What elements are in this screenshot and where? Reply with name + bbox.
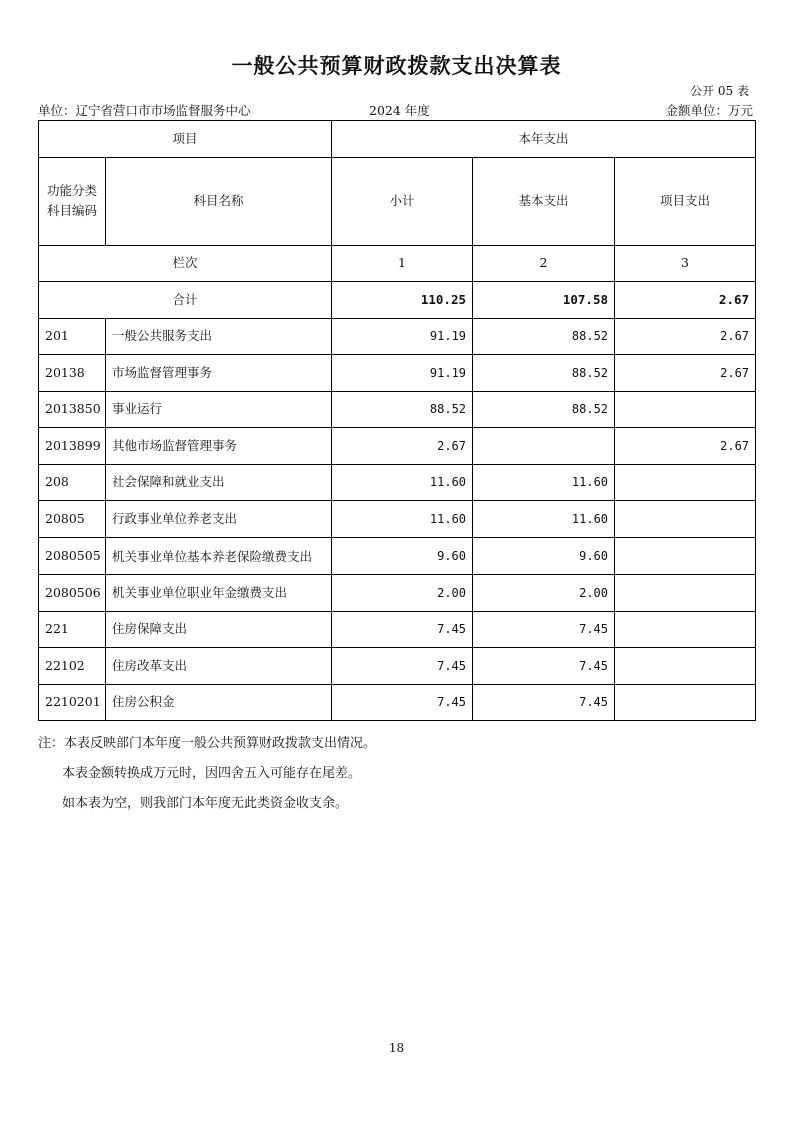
row-code: 2080505 bbox=[39, 537, 106, 575]
row-code: 2210201 bbox=[39, 684, 106, 721]
row-name: 住房改革支出 bbox=[106, 648, 332, 685]
row-basic: 9.60 bbox=[473, 537, 615, 575]
header-row-1 bbox=[39, 121, 756, 158]
row-name: 社会保障和就业支出 bbox=[106, 464, 332, 501]
row-subtotal: 2.00 bbox=[332, 575, 473, 612]
row-project bbox=[615, 575, 756, 612]
row-subtotal: 11.60 bbox=[332, 464, 473, 501]
row-name: 其他市场监督管理事务 bbox=[106, 428, 332, 465]
table-row bbox=[39, 611, 756, 648]
table-row bbox=[39, 391, 756, 428]
row-basic bbox=[473, 428, 615, 465]
row-basic: 7.45 bbox=[473, 684, 615, 721]
row-name: 事业运行 bbox=[106, 391, 332, 428]
row-project bbox=[615, 501, 756, 538]
table-row bbox=[39, 684, 756, 721]
row-code: 208 bbox=[39, 464, 106, 501]
row-code: 20138 bbox=[39, 355, 106, 392]
row-basic: 11.60 bbox=[473, 464, 615, 501]
column-index-2: 2 bbox=[473, 245, 615, 282]
page-number: 18 bbox=[388, 1041, 405, 1055]
table-row bbox=[39, 501, 756, 538]
row-subtotal: 2.67 bbox=[332, 428, 473, 465]
row-code: 22102 bbox=[39, 648, 106, 685]
row-code: 201 bbox=[39, 318, 106, 355]
row-basic: 88.52 bbox=[473, 355, 615, 392]
meta-line bbox=[38, 101, 755, 117]
row-basic: 88.52 bbox=[473, 391, 615, 428]
row-code: 2013850 bbox=[39, 391, 106, 428]
money-unit-label: 金额单位：万元 bbox=[665, 103, 753, 118]
column-index-row bbox=[39, 245, 756, 282]
header-item: 项目 bbox=[39, 121, 332, 158]
row-basic: 2.00 bbox=[473, 575, 615, 612]
year-label: 2024 年度 bbox=[369, 103, 430, 118]
header-current-year: 本年支出 bbox=[332, 121, 756, 158]
row-project bbox=[615, 648, 756, 685]
total-row bbox=[39, 282, 756, 319]
row-code: 20805 bbox=[39, 501, 106, 538]
column-index-1: 1 bbox=[332, 245, 473, 282]
row-basic: 11.60 bbox=[473, 501, 615, 538]
row-code: 2080506 bbox=[39, 575, 106, 612]
row-name: 住房保障支出 bbox=[106, 611, 332, 648]
total-basic: 107.58 bbox=[473, 282, 615, 319]
row-subtotal: 11.60 bbox=[332, 501, 473, 538]
unit-label: 单位：辽宁省营口市市场监督服务中心 bbox=[38, 103, 251, 118]
row-project bbox=[615, 537, 756, 575]
row-basic: 7.45 bbox=[473, 648, 615, 685]
row-name: 行政事业单位养老支出 bbox=[106, 501, 332, 538]
row-basic: 7.45 bbox=[473, 611, 615, 648]
total-subtotal: 110.25 bbox=[332, 282, 473, 319]
header-code: 功能分类 科目编码 bbox=[39, 157, 106, 245]
row-project bbox=[615, 611, 756, 648]
table-row bbox=[39, 318, 756, 355]
row-subtotal: 91.19 bbox=[332, 318, 473, 355]
header-subtotal: 小计 bbox=[332, 157, 473, 245]
table-row bbox=[39, 464, 756, 501]
row-subtotal: 9.60 bbox=[332, 537, 473, 575]
notes bbox=[38, 729, 755, 819]
row-project bbox=[615, 684, 756, 721]
row-name: 住房公积金 bbox=[106, 684, 332, 721]
row-code: 221 bbox=[39, 611, 106, 648]
row-code: 2013899 bbox=[39, 428, 106, 465]
header-row-2 bbox=[39, 157, 756, 245]
table-row bbox=[39, 428, 756, 465]
note-2: 本表金额转换成万元时，因四舍五入可能存在尾差。 bbox=[62, 766, 362, 781]
row-name: 市场监督管理事务 bbox=[106, 355, 332, 392]
expenditure-table bbox=[38, 120, 756, 721]
row-project: 2.67 bbox=[615, 318, 756, 355]
row-project: 2.67 bbox=[615, 355, 756, 392]
table-row bbox=[39, 355, 756, 392]
table-row bbox=[39, 648, 756, 685]
page-title: 一般公共预算财政拨款支出决算表 bbox=[231, 54, 562, 78]
row-project bbox=[615, 464, 756, 501]
table-row bbox=[39, 537, 756, 575]
row-subtotal: 91.19 bbox=[332, 355, 473, 392]
total-label: 合计 bbox=[39, 282, 332, 319]
note-3: 如本表为空，则我部门本年度无此类资金收支余。 bbox=[62, 796, 349, 811]
row-subtotal: 88.52 bbox=[332, 391, 473, 428]
row-subtotal: 7.45 bbox=[332, 684, 473, 721]
row-basic: 88.52 bbox=[473, 318, 615, 355]
row-subtotal: 7.45 bbox=[332, 648, 473, 685]
row-project: 2.67 bbox=[615, 428, 756, 465]
table-row bbox=[39, 575, 756, 612]
row-subtotal: 7.45 bbox=[332, 611, 473, 648]
row-name: 一般公共服务支出 bbox=[106, 318, 332, 355]
header-project: 项目支出 bbox=[615, 157, 756, 245]
column-index-label: 栏次 bbox=[39, 245, 332, 282]
note-1: 注：本表反映部门本年度一般公共预算财政拨款支出情况。 bbox=[38, 736, 377, 751]
total-project: 2.67 bbox=[615, 282, 756, 319]
column-index-3: 3 bbox=[615, 245, 756, 282]
row-name: 机关事业单位基本养老保险缴费支出 bbox=[106, 537, 332, 575]
form-number: 公开 05 表 bbox=[690, 84, 749, 98]
row-project bbox=[615, 391, 756, 428]
header-basic: 基本支出 bbox=[473, 157, 615, 245]
row-name: 机关事业单位职业年金缴费支出 bbox=[106, 575, 332, 612]
header-subject: 科目名称 bbox=[106, 157, 332, 245]
